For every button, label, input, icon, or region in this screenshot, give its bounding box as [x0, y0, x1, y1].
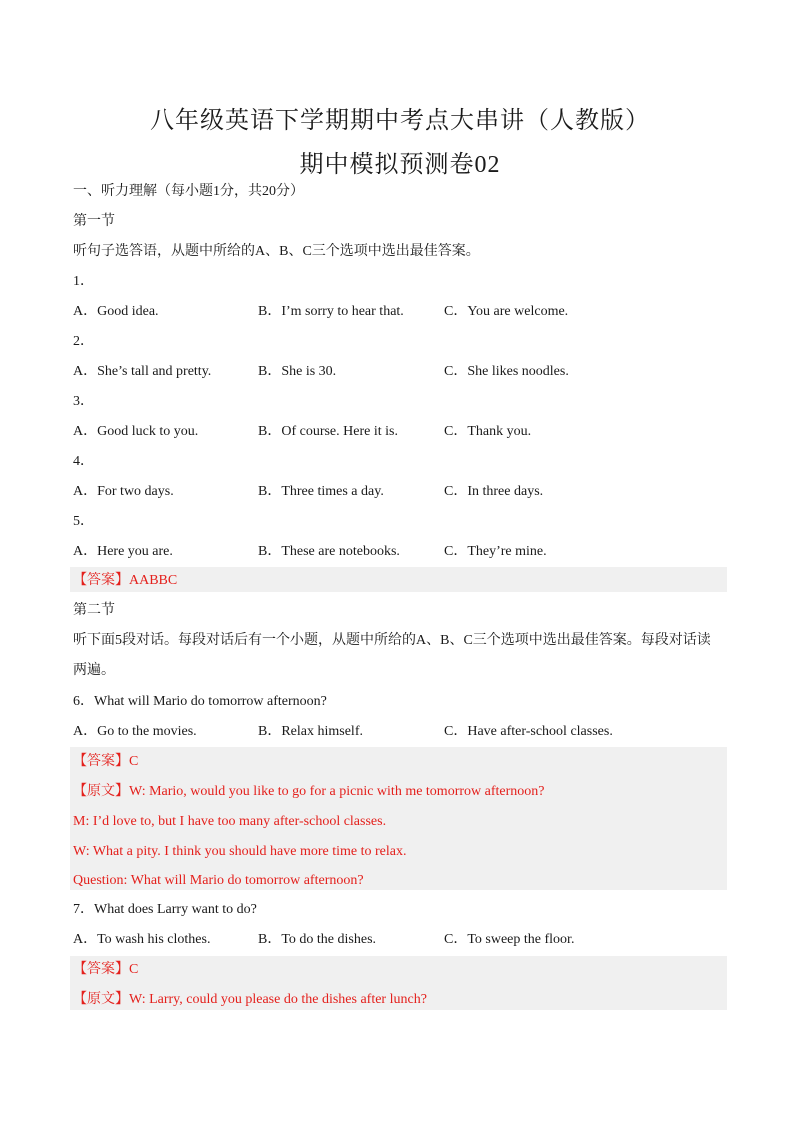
option-a: A．Here you are.: [73, 544, 173, 559]
option-a: A．She’s tall and pretty.: [73, 364, 212, 379]
question-number: 5．: [73, 514, 94, 529]
answer-line: [73, 752, 138, 772]
option-c: C．You are welcome.: [444, 304, 569, 319]
transcript-line: W: What a pity. I think you should have more time to relax.: [73, 844, 407, 859]
option-b: B．Relax himself.: [258, 724, 363, 739]
part2-instruction-cont: 两遍。: [73, 663, 115, 678]
transcript-text: W: Mario, would you like to go for a picnic with me tomorrow afternoon?: [129, 784, 545, 799]
transcript-label: 【原文】: [73, 992, 129, 1007]
transcript-line: [73, 782, 545, 802]
question-number: 2．: [73, 334, 94, 349]
option-c: C．They’re mine.: [444, 544, 547, 559]
part2-instruction: 听下面5段对话。每段对话后有一个小题，从题中所给的A、B、C三个选项中选出最佳答案。每段对话读: [73, 633, 711, 648]
option-b: B．Three times a day.: [258, 484, 384, 499]
page-subtitle: 期中模拟预测卷02: [299, 152, 501, 178]
option-c: C．Have after-school classes.: [444, 724, 613, 739]
option-c: C．She likes noodles.: [444, 364, 569, 379]
option-a: A．Good idea.: [73, 304, 159, 319]
section-heading: 一、听力理解（每小题1分，共20分）: [73, 184, 304, 199]
transcript-line: M: I’d love to, but I have too many after-school classes.: [73, 814, 387, 829]
option-a: A．Good luck to you.: [73, 424, 199, 439]
part1-heading: 第一节: [73, 214, 115, 229]
answer-label: 【答案】: [73, 754, 129, 769]
option-b: B．To do the dishes.: [258, 932, 377, 947]
option-b: B．These are notebooks.: [258, 544, 400, 559]
option-c: C．In three days.: [444, 484, 544, 499]
transcript-label: 【原文】: [73, 784, 129, 799]
option-c: C．To sweep the floor.: [444, 932, 575, 947]
answer-value: C: [129, 962, 139, 977]
question-number: 4．: [73, 454, 94, 469]
answer-value: C: [129, 754, 139, 769]
transcript-line: Question: What will Mario do tomorrow afternoon?: [73, 873, 364, 888]
answer-line: [73, 571, 177, 591]
question-6: 6．What will Mario do tomorrow afternoon?: [73, 694, 327, 709]
option-c: C．Thank you.: [444, 424, 532, 439]
option-a: A．For two days.: [73, 484, 174, 499]
option-b: B．She is 30.: [258, 364, 337, 379]
page-title: 八年级英语下学期期中考点大串讲（人教版）: [150, 108, 650, 134]
option-b: B．Of course. Here it is.: [258, 424, 398, 439]
option-a: A．Go to the movies.: [73, 724, 197, 739]
question-7: 7．What does Larry want to do?: [73, 902, 257, 917]
option-b: B．I’m sorry to hear that.: [258, 304, 404, 319]
part2-heading: 第二节: [73, 603, 115, 618]
question-number: 3．: [73, 394, 94, 409]
answer-value: AABBC: [129, 573, 178, 588]
option-a: A．To wash his clothes.: [73, 932, 211, 947]
transcript-text: W: Larry, could you please do the dishes after lunch?: [129, 992, 427, 1007]
answer-label: 【答案】: [73, 962, 129, 977]
answer-line: [73, 960, 138, 980]
transcript-line: [73, 990, 427, 1010]
question-number: 1．: [73, 274, 94, 289]
answer-label: 【答案】: [73, 573, 129, 588]
part1-instruction: 听句子选答语，从题中所给的A、B、C三个选项中选出最佳答案。: [73, 244, 480, 259]
